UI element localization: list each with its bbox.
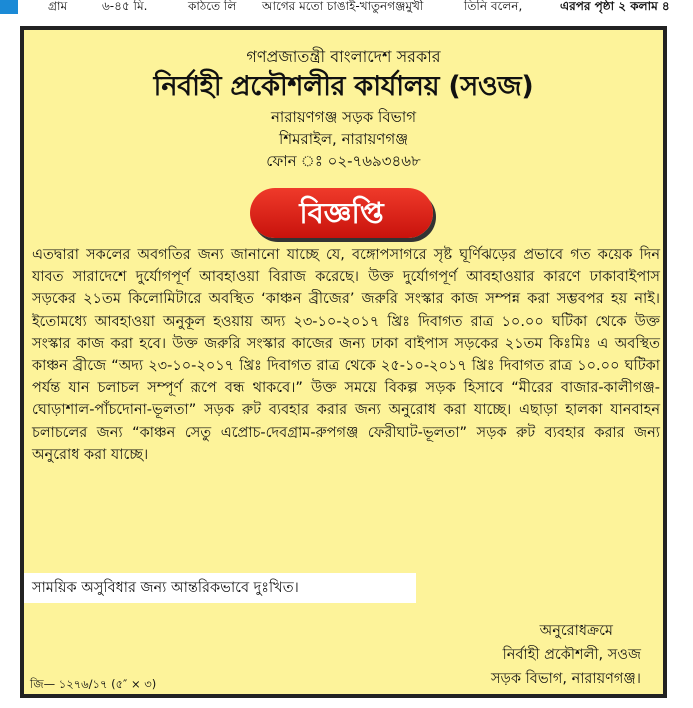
office-address: শিমরাইল, নারায়ণগঞ্জ xyxy=(278,130,409,148)
continuation-note: এরপর পৃষ্ঠা ২ কলাম ৪ xyxy=(560,0,670,13)
signature-department: সড়ক বিভাগ, নারায়ণগঞ্জ। xyxy=(490,671,641,687)
notice-body: এতদ্বারা সকলের অবগতির জন্য জানানো যাচ্ছে যে, বঙ্গোপসাগরে সৃষ্ট ঘূর্ণিঝড়ের প্রভাবে গত কয়েক দিন যাবত সারাদেশে দুর্যোগপূর্ণ আবহাওয়া বিরাজ করেছে। উক্ত দুর্যোগপূর্ণ আবহাওয়ার কারণে ঢাকাবাইপাস সড়কের ২১তম কিলোমিটারে অবস্থিত ‘কাঞ্চন ব্রীজের’ জরুরি সংস্কার কাজ সম্পন্ন করা সম্ভবপর হয় নাই। ইতোমধ্যে আবহাওয়া অনুকূল হওয়ায় অদ্য ২৩-১০-২০১৭ খ্রিঃ দিবাগত রাত্র ১০.০০ ঘটিকা থেকে উক্ত সংস্কার কাজ করা হবে। উক্ত জরুরি সংস্কার কাজের জন্য ঢাকা বাইপাস সড়কের ২১তম কিঃমিঃ এ অবস্থিত কাঞ্চন ব্রীজে “অদ্য ২৩-১০-২০১৭ খ্রিঃ দিবাগত রাত্র থেকে ২৫-১০-২০১৭ খ্রিঃ দিবাগত রাত্র ১০.০০ ঘটিকা পর্যন্ত যান চলাচল সম্পূর্ণ রূপে বন্ধ থাকবে।” উক্ত সময়ে বিকল্প সড়ক হিসাবে “মীরের বাজার-কালীগঞ্জ-ঘোড়াশাল-পাঁচদোনা-ভূলতা” সড়ক রুট ব্যবহার করার জন্য অনুরোধ করা যাচ্ছে। এছাড়া হালকা যানবাহন চলাচলের জন্য “কাঞ্চন সেতু এপ্রোচ-দেবগ্রাম-রুপগঞ্জ ফেরীঘাট-ভূলতা” সড়ক রুট ব্যবহার করার জন্য অনুরোধ করা যাচ্ছে। xyxy=(32,247,660,463)
strip-text-2: ৬-৪৫ মি. xyxy=(102,0,148,13)
office-title: নির্বাহী প্রকৌশলীর কার্যালয় (সওজ) xyxy=(153,71,534,102)
strip-text-4: আগের মতো চাঙাই-খাতুনগঞ্জমুখী xyxy=(262,0,424,13)
phone-number: ফোন ঃ ০২-৭৬৯৩৪৬৮ xyxy=(266,152,421,170)
government-name: গণপ্রজাতন্ত্রী বাংলাদেশ সরকার xyxy=(246,47,441,66)
division-name: নারায়ণগঞ্জ সড়ক বিভাগ xyxy=(270,108,417,126)
strip-text-1: গ্রাম xyxy=(48,0,68,13)
strip-accent xyxy=(0,0,18,14)
signature-title: নির্বাহী প্রকৌশলী, সওজ xyxy=(502,647,641,663)
signature-request: অনুরোধক্রমে xyxy=(539,623,613,639)
strip-text-3: কাঠতে লি xyxy=(188,0,237,13)
government-notice xyxy=(20,26,667,698)
strip-text-5: তিনি বলেন, xyxy=(464,0,523,13)
ad-reference-code: জি— ১২৭৬/১৭ (৫″ × ৩) xyxy=(30,677,157,691)
apology-line: সাময়িক অসুবিধার জন্য আন্তরিকভাবে দুঃখিত। xyxy=(24,573,416,603)
notice-badge: বিজ্ঞপ্তি xyxy=(250,188,433,238)
previous-page-strip xyxy=(0,0,693,18)
